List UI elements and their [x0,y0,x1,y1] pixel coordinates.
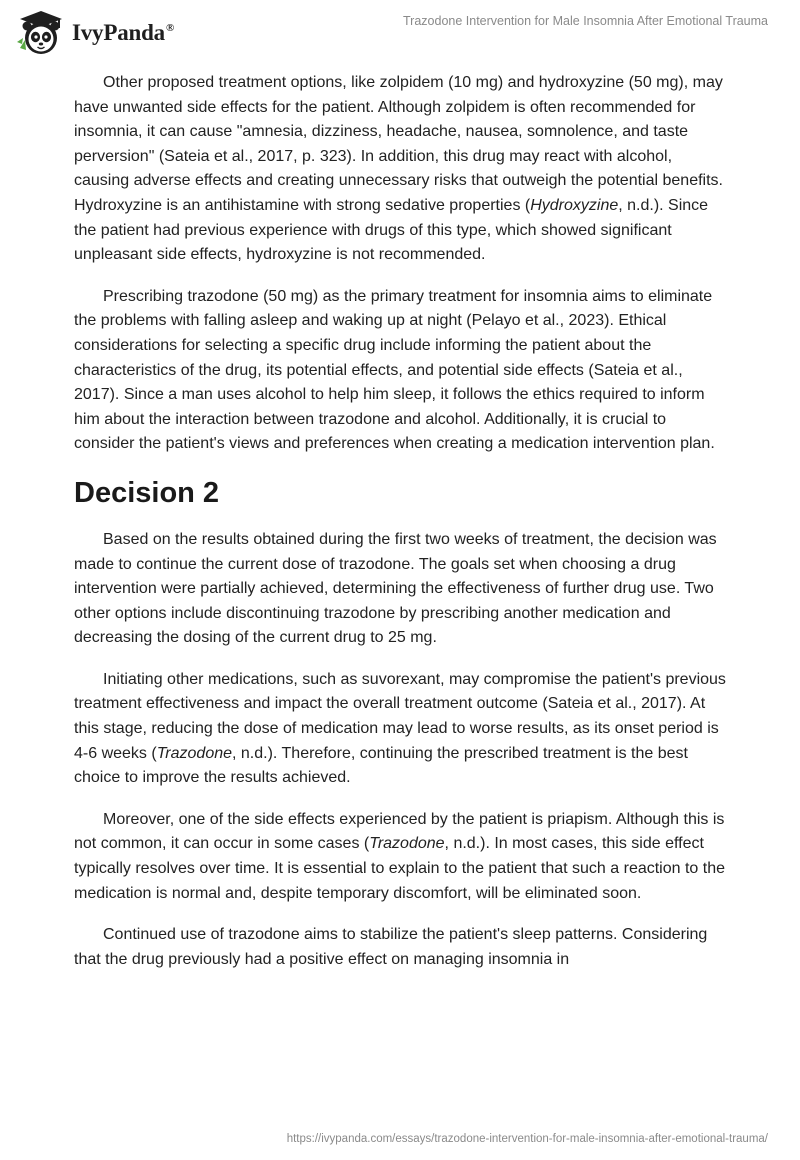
paragraph-zolpidem-hydroxyzine: Other proposed treatment options, like zolpidem (10 mg) and hydroxyzine (50 mg), may have unwanted side effects for the patient. Although zolpidem is often recommended for insomnia, it can cause "amnesia, dizziness, headache, nausea, somnolence, and taste perversion" (Sateia et al., 2017, p. 323). In addition, this drug may react with alcohol, causing adverse effects and creating unnecessary risks that outweigh the potential benefits. Hydroxyzine is an antihistamine with strong sedative properties (Hydroxyzine, n.d.). Since the patient had previous experience with drugs of this type, which showed significant unpleasant side effects, hydroxyzine is not recommended. [74,74,723,264]
essay-body [74,71,726,989]
document-title: Trazodone Intervention for Male Insomnia After Emotional Trauma [403,14,768,28]
brand-logo[interactable] [14,8,174,58]
paragraph-continued-use: Continued use of trazodone aims to stabilize the patient's sleep patterns. Considering that the drug previously had a positive effect on managing insomnia in [74,926,708,968]
citation-title: Trazodone [156,744,233,762]
paragraph-other-medications: Initiating other medications, such as suvorexant, may compromise the patient's previous treatment effectiveness and impact the overall treatment outcome (Sateia et al., 2017). At this stage, reducing the dose of medication may lead to worse results, as its onset period is 4-6 weeks (Trazodone, n.d.). Therefore, continuing the prescribed treatment is the best choice to improve the results achieved. [74,670,726,787]
source-url[interactable]: https://ivypanda.com/essays/trazodone-intervention-for-male-insomnia-after-emotional-trauma/ [286,1133,768,1145]
registered-mark: ® [165,22,175,35]
citation-title: Trazodone [369,835,445,853]
section-heading-decision-2: Decision 2 [74,476,220,509]
paragraph-decision-continue: Based on the results obtained during the first two weeks of treatment, the decision was made to continue the current dose of trazodone. The goals set when choosing a drug intervention were partially achieved, determining the effectiveness of further drug use. Two other options include discontinuing trazodone by prescribing another medication and decreasing the dosing of the current drug to 25 mg. [74,530,717,647]
paragraph-side-effects: Moreover, one of the side effects experienced by the patient is priapism. Although this is not common, it can occur in some cases (Trazodone, n.d.). In most cases, this side effect typically resolves over time. It is essential to explain to the patient that such a reaction to the medication is normal and, despite temporary discomfort, will be eliminated soon. [74,810,726,902]
panda-graduate-logo-icon [14,8,66,58]
brand-name: IvyPanda® [72,20,175,45]
page-header [0,0,800,70]
paragraph-trazodone-prescribing: Prescribing trazodone (50 mg) as the primary treatment for insomnia aims to eliminate the problems with falling asleep and waking up at night (Pelayo et al., 2023). Ethical considerations for selecting a specific drug include informing the patient about the characteristics of the drug, its potential effects, and potential side effects (Sateia et al., 2017). Since a man uses alcohol to help him sleep, it follows the ethics required to inform him about the interaction between trazodone and alcohol. Additionally, it is crucial to consider the patient's views and preferences when creating a medication intervention plan. [74,287,715,453]
citation-title: Hydroxyzine [530,196,619,214]
